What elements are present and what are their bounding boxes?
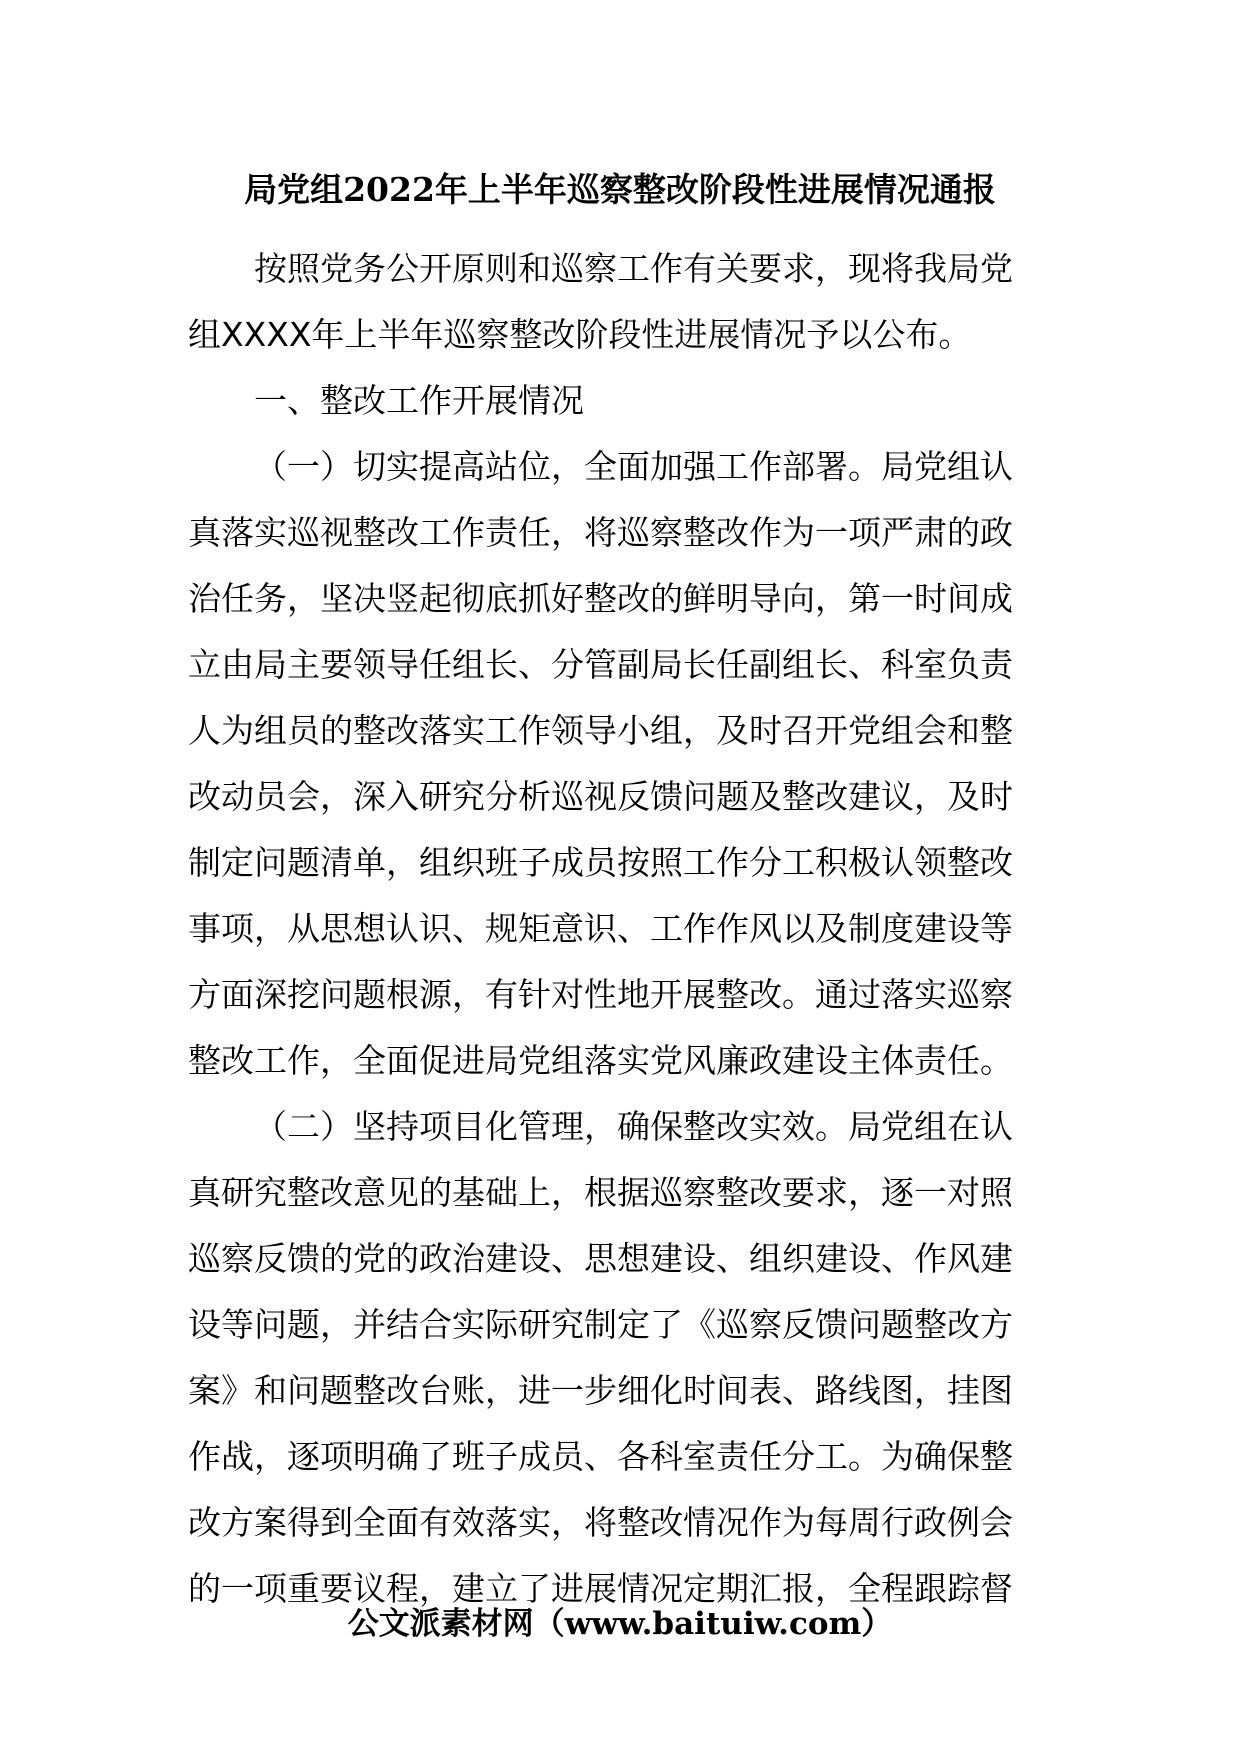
paragraph-line: 改动员会，深入研究分析巡视反馈问题及整改建议，及时 [188,777,1013,816]
paragraph-line: 方面深挖问题根源，有针对性地开展整改。通过落实巡察 [188,975,1013,1014]
paragraph-line: 改方案得到全面有效落实，将整改情况作为每周行政例会 [188,1503,1013,1542]
paragraph-line: （二）坚持项目化管理，确保整改实效。局党组在认 [254,1107,1013,1146]
paragraph-line: 立由局主要领导任组长、分管副局长任副组长、科室负责 [188,645,1013,684]
paragraph-line: 整改工作，全面促进局党组落实党风廉政建设主体责任。 [188,1041,1013,1080]
paragraph-line: 案》和问题整改台账，进一步细化时间表、路线图，挂图 [188,1371,1013,1410]
paragraph-line: 人为组员的整改落实工作领导小组，及时召开党组会和整 [188,711,1013,750]
paragraph-line: 组XXXX年上半年巡察整改阶段性进展情况予以公布。 [188,315,972,354]
document-title: 局党组2022年上半年巡察整改阶段性进展情况通报 [244,170,996,209]
paragraph-line: 真落实巡视整改工作责任，将巡察整改作为一项严肃的政 [188,513,1013,552]
paragraph-line: 制定问题清单，组织班子成员按照工作分工积极认领整改 [188,843,1013,882]
paragraph-line: 的一项重要议程，建立了进展情况定期汇报，全程跟踪督 [188,1569,1013,1608]
paragraph-line: 治任务，坚决竖起彻底抓好整改的鲜明导向，第一时间成 [188,579,1013,618]
footer-watermark: 公文派素材网（www.baituiw.com） [347,1606,893,1642]
paragraph-line: 设等问题，并结合实际研究制定了《巡察反馈问题整改方 [188,1305,1013,1344]
paragraph-line: 真研究整改意见的基础上，根据巡察整改要求，逐一对照 [188,1173,1013,1212]
section-heading: 一、整改工作开展情况 [254,381,584,420]
paragraph-line: 作战，逐项明确了班子成员、各科室责任分工。为确保整 [188,1437,1013,1476]
paragraph-line: （一）切实提高站位，全面加强工作部署。局党组认 [254,447,1013,486]
document-body [188,236,1060,1622]
paragraph-line: 巡察反馈的党的政治建设、思想建设、组织建设、作风建 [188,1239,1013,1278]
paragraph-line: 事项，从思想认识、规矩意识、工作作风以及制度建设等 [188,909,1013,948]
paragraph-line: 按照党务公开原则和巡察工作有关要求，现将我局党 [254,249,1013,288]
